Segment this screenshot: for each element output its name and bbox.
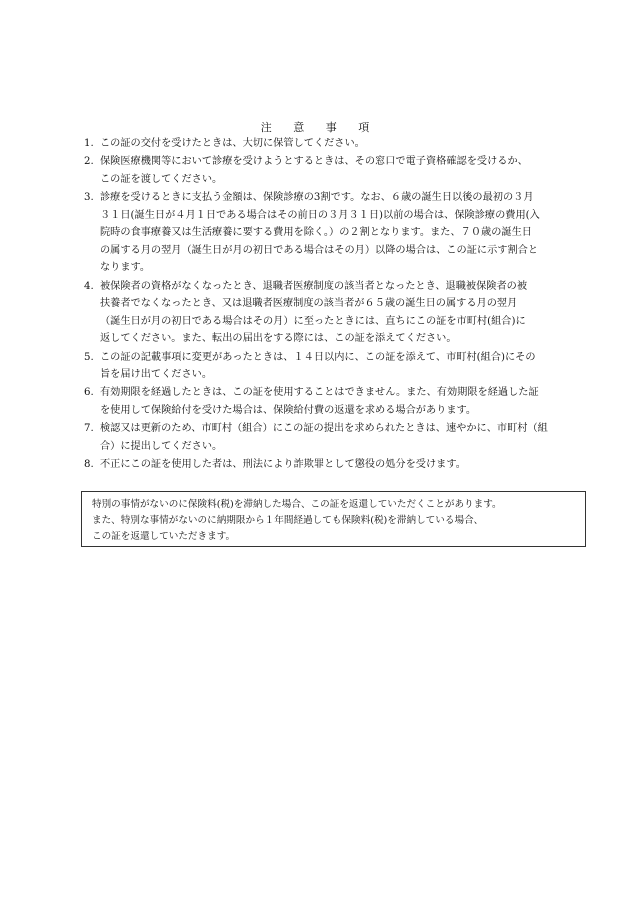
note-number: 2. xyxy=(84,156,94,168)
note-text-line: 検認又は更新のため、市町村（組合）にこの証の提出を求められたときは、速やかに、市町村（組 xyxy=(100,423,548,435)
note-text-line: 有効期限を経過したときは、この証を使用することはできません。また、有効期限を経過した証 xyxy=(100,387,539,399)
note-text-line: ３１日(誕生日が４月１日である場合はその前日の３月３１日)以前の場合は、保険診療の費用(入 xyxy=(100,209,540,221)
note-item-7 xyxy=(84,420,594,455)
note-number: 8. xyxy=(84,458,94,470)
note-text-line: 被保険者の資格がなくなったとき、退職者医療制度の該当者となったとき、退職被保険者の被 xyxy=(100,280,528,292)
note-text-line: 旨を届け出てください。 xyxy=(100,369,213,381)
note-number: 7. xyxy=(84,423,94,435)
note-item-5 xyxy=(84,349,594,384)
notice-text-line: この証を返還していただきます。 xyxy=(92,530,236,542)
note-text-line: この証を渡してください。 xyxy=(100,173,223,185)
notice-text-line: 特別の事情がないのに保険料(税)を滞納した場合、この証を返還していただくことがあります。 xyxy=(92,499,502,510)
note-text-line: を使用して保険給付を受けた場合は、保険給付費の返還を求める場合があります。 xyxy=(100,404,477,416)
note-text-line: の属する月の翌月（誕生日が月の初日である場合はその月）以降の場合は、この証に示す割合と xyxy=(100,244,539,256)
note-text-line: なります。 xyxy=(100,262,151,274)
note-text-line: この証の記載事項に変更があったときは、１４日以内に、この証を添えて、市町村(組合)にその xyxy=(100,351,536,363)
note-text-line: 院時の食事療養又は生活療養に要する費用を除く。）の２割となります。また、７０歳の誕生日 xyxy=(100,227,532,239)
note-item-6 xyxy=(84,384,594,419)
note-item-4 xyxy=(84,278,594,348)
page-title: 注 意 事 項 xyxy=(260,121,379,134)
notice-text-line: また、特別な事情がないのに納期限から１年間経過しても保険料(税)を滞納している場合、 xyxy=(92,514,484,526)
note-number: 1. xyxy=(84,138,94,149)
note-item-3 xyxy=(84,189,594,277)
note-text-line: 保険医療機関等において診療を受けようとするときは、その窓口で電子資格確認を受けるか、 xyxy=(100,156,528,168)
note-number: 6. xyxy=(84,387,94,399)
note-text-line: 不正にこの証を使用した者は、刑法により詐欺罪として懲役の処分を受けます。 xyxy=(100,458,466,470)
notes-list xyxy=(84,135,594,474)
note-item-8 xyxy=(84,456,594,474)
note-text-line: 返してください。また、転出の届出をする際には、この証を添えてください。 xyxy=(100,333,457,345)
note-item-2 xyxy=(84,153,594,188)
note-number: 3. xyxy=(84,191,94,203)
note-number: 4. xyxy=(84,280,94,292)
note-number: 5. xyxy=(84,351,94,363)
note-text-line: この証の交付を受けたときは、大切に保管してください。 xyxy=(100,138,365,149)
note-text-line: 診療を受けるときに支払う金額は、保険診療の3割です。なお、６歳の誕生日以後の最初の３月 xyxy=(100,191,534,203)
note-text-line: 扶養者でなくなったとき、又は退職者医療制度の該当者が６５歳の誕生日の属する月の翌月 xyxy=(100,298,518,310)
note-text-line: （誕生日が月の初日である場合はその月）に至ったときには、直ちにこの証を市町村(組合)に xyxy=(100,315,526,327)
note-item-1 xyxy=(84,135,594,153)
notice-box xyxy=(81,491,586,547)
note-text-line: 合）に提出してください。 xyxy=(100,440,223,452)
